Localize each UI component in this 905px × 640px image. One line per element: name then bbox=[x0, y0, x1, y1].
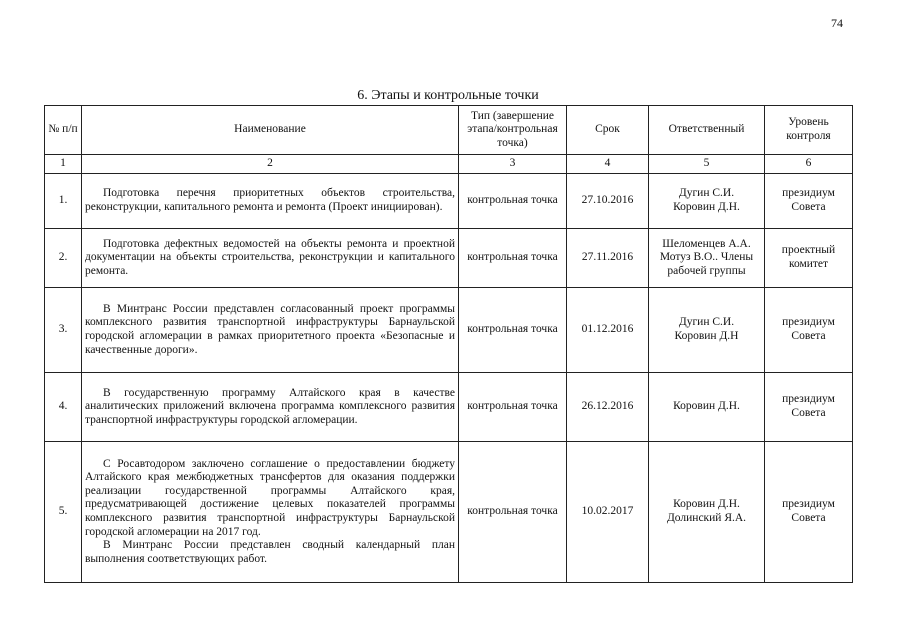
responsible-person: Коровин Д.Н bbox=[674, 330, 739, 342]
table-row bbox=[45, 442, 853, 583]
row-responsible bbox=[649, 288, 765, 373]
row-type: контрольная точка bbox=[459, 288, 567, 373]
row-name bbox=[82, 229, 459, 288]
page-number: 74 bbox=[831, 16, 843, 30]
row-type: контрольная точка bbox=[459, 373, 567, 442]
row-responsible bbox=[649, 174, 765, 229]
table-row bbox=[45, 373, 853, 442]
column-number: 1 bbox=[45, 155, 82, 174]
column-number: 4 bbox=[567, 155, 649, 174]
row-control: президиум Совета bbox=[765, 442, 853, 583]
responsible-person: Долинский Я.А. bbox=[666, 512, 747, 524]
row-type: контрольная точка bbox=[459, 229, 567, 288]
table-header-row bbox=[45, 106, 853, 155]
responsible-person: рабочей группы bbox=[667, 264, 746, 277]
header-responsible: Ответственный bbox=[649, 106, 765, 155]
responsible-person: Коровин Д.Н. bbox=[673, 201, 740, 213]
row-type: контрольная точка bbox=[459, 174, 567, 229]
column-number: 2 bbox=[82, 155, 459, 174]
responsible-person: Шеломенцев А.А. bbox=[662, 237, 751, 250]
row-num: 1. bbox=[45, 174, 82, 229]
row-name-text: Подготовка перечня приоритетных объектов строительства, реконструкции, капитального ремонта и ремонта (Проект инициирован). bbox=[85, 187, 455, 213]
stages-table bbox=[44, 105, 853, 583]
header-deadline: Срок bbox=[567, 106, 649, 155]
table-row bbox=[45, 174, 853, 229]
row-num: 5. bbox=[45, 442, 82, 583]
row-name-text: В государственную программу Алтайского края в качестве аналитических приложений включена программа комплексного развития транспортной инфраструктуры городской агломерации. bbox=[85, 386, 455, 426]
row-name-text: В Минтранс России представлен согласованный проект программы комплексного развития транспортной инфраструктуры Барнаульской городской агломерации в рамках приоритетного проекта «Безопасные и качественные дороги». bbox=[85, 302, 455, 356]
row-num: 4. bbox=[45, 373, 82, 442]
row-name-extra-text: В Минтранс России представлен сводный календарный план выполнения соответствующих работ. bbox=[85, 539, 455, 565]
row-control: президиум Совета bbox=[765, 373, 853, 442]
header-num: № п/п bbox=[45, 106, 82, 155]
row-deadline: 27.11.2016 bbox=[567, 229, 649, 288]
row-num: 2. bbox=[45, 229, 82, 288]
row-name-text: С Росавтодором заключено соглашение о предоставлении бюджету Алтайского края межбюджетных трансфертов для оказания поддержки реализации государственной программы Алтайского края, предусматривающей достижение целевых показателей программы комплексного развития транспортной инфраструктуры Барнаульской городской агломерации на 2017 год. bbox=[85, 457, 455, 538]
row-name bbox=[82, 174, 459, 229]
row-control: президиум Совета bbox=[765, 288, 853, 373]
table-row bbox=[45, 288, 853, 373]
column-number-row bbox=[45, 155, 853, 174]
row-deadline: 26.12.2016 bbox=[567, 373, 649, 442]
row-type: контрольная точка bbox=[459, 442, 567, 583]
responsible-person: Коровин Д.Н. bbox=[673, 498, 740, 511]
table-row bbox=[45, 229, 853, 288]
row-deadline: 01.12.2016 bbox=[567, 288, 649, 373]
column-number: 5 bbox=[649, 155, 765, 174]
column-number: 6 bbox=[765, 155, 853, 174]
row-control: президиум Совета bbox=[765, 174, 853, 229]
responsible-person: Мотуз В.О.. Члены bbox=[659, 251, 754, 264]
header-control: Уровень контроля bbox=[765, 106, 853, 155]
row-responsible bbox=[649, 442, 765, 583]
row-name bbox=[82, 373, 459, 442]
row-name-text: Подготовка дефектных ведомостей на объекты ремонта и проектной документации на объекты строительства, реконструкции и капитального ремонта. bbox=[85, 237, 455, 277]
section-title: 6. Этапы и контрольные точки bbox=[357, 88, 539, 103]
row-responsible bbox=[649, 373, 765, 442]
row-deadline: 27.10.2016 bbox=[567, 174, 649, 229]
responsible-person: Дугин С.И. bbox=[678, 187, 735, 200]
responsible-person: Дугин С.И. bbox=[678, 316, 735, 329]
row-name bbox=[82, 442, 459, 583]
row-num: 3. bbox=[45, 288, 82, 373]
row-name bbox=[82, 288, 459, 373]
column-number: 3 bbox=[459, 155, 567, 174]
row-deadline: 10.02.2017 bbox=[567, 442, 649, 583]
row-control: проектный комитет bbox=[765, 229, 853, 288]
header-type: Тип (завершение этапа/контрольная точка) bbox=[459, 106, 567, 155]
row-responsible bbox=[649, 229, 765, 288]
header-name: Наименование bbox=[82, 106, 459, 155]
responsible-person: Коровин Д.Н. bbox=[673, 400, 740, 413]
